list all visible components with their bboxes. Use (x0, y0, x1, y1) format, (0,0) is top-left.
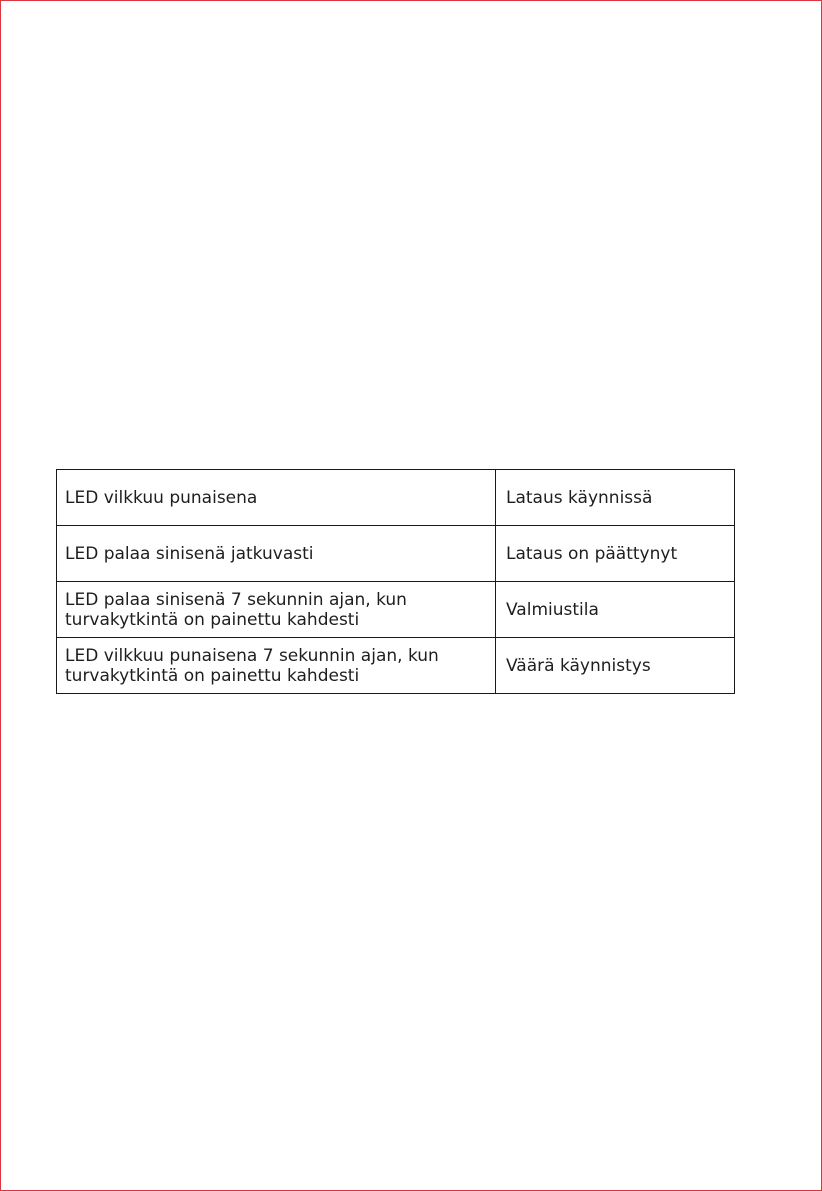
table-row (57, 470, 735, 526)
table-row (57, 638, 735, 694)
led-indicator-cell: LED vilkkuu punaisena 7 sekunnin ajan, kun turvakytkintä on painettu kahdesti (57, 638, 496, 694)
status-cell: Lataus on päättynyt (496, 526, 735, 582)
status-cell: Lataus käynnissä (496, 470, 735, 526)
led-indicator-cell: LED palaa sinisenä jatkuvasti (57, 526, 496, 582)
led-status-table (56, 469, 735, 694)
table-row (57, 526, 735, 582)
status-cell: Väärä käynnistys (496, 638, 735, 694)
led-indicator-cell: LED vilkkuu punaisena (57, 470, 496, 526)
table-row (57, 582, 735, 638)
status-cell: Valmiustila (496, 582, 735, 638)
led-indicator-cell: LED palaa sinisenä 7 sekunnin ajan, kun turvakytkintä on painettu kahdesti (57, 582, 496, 638)
